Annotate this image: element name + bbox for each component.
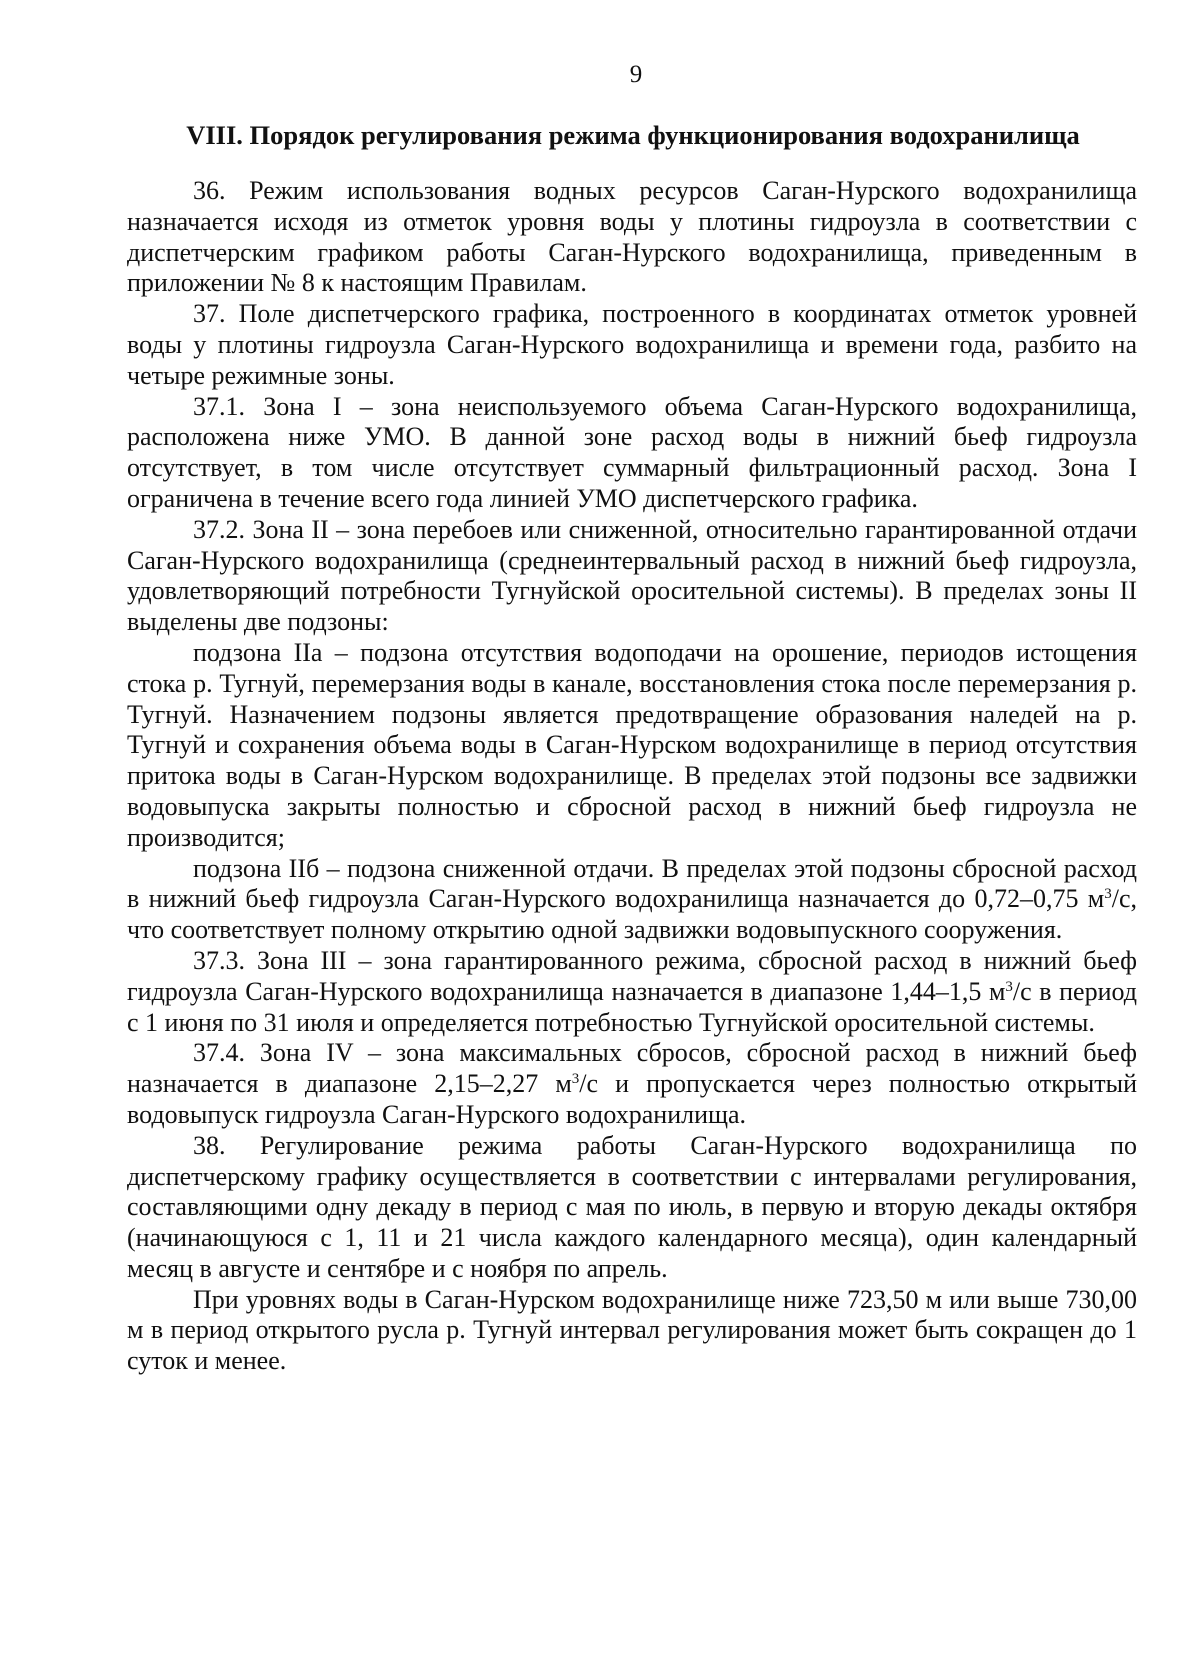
paragraph-subzone-iia: подзона IIа – подзона отсутствия водоподачи на орошение, периодов истощения стока р. Тугнуй, перемерзания воды в канале, восстановления стока после перемерзания р. Тугнуй. Назначением подзоны является предотвращение образования наледей на р. Тугнуй и сохранения объема воды в Саган-Нурском водохранилище в период отсутствия притока воды в Саган-Нурском водохранилище. В пределах этой подзоны все задвижки водовыпуска закрыты полностью и сбросной расход в нижний бьеф гидроузла не производится; — [127, 637, 1137, 852]
paragraph-37-3-text: 37.3. Зона III – зона гарантированного режима, сбросной расход в нижний бьеф гидроузла Саган-Нурского водохранилища назначается в диапазоне 1,44–1,5 м — [127, 945, 1137, 1006]
paragraph-37-4-text: 37.4. Зона IV – зона максимальных сбросов, сбросной расход в нижний бьеф назначается в диапазоне 2,15–2,27 м — [127, 1038, 1137, 1099]
section-title: VIII. Порядок регулирования режима функционирования водохранилища — [186, 120, 1080, 150]
paragraph-37-4 — [127, 1038, 1137, 1130]
paragraph-37-3 — [127, 946, 1137, 1038]
paragraph-36: 36. Режим использования водных ресурсов Саган-Нурского водохранилища назначается исходя из отметок уровня воды у плотины гидроузла в соответствии с диспетчерским графиком работы Саган-Нурского водохранилища, приведенным в приложении № 8 к настоящим Правилам. — [127, 176, 1137, 298]
paragraph-37-4-text-end: /с и пропускается через полностью открытый водовыпуск гидроузла Саган-Нурского водохранилища. — [127, 1069, 1137, 1129]
paragraph-37-1: 37.1. Зона I – зона неиспользуемого объема Саган-Нурского водохранилища, расположена ниже УМО. В данной зоне расход воды в нижний бьеф гидроузла отсутствует, в том числе отсутствует суммарный фильтрационный расход. Зона I ограничена в течение всего года линией УМО диспетчерского графика. — [127, 391, 1137, 513]
paragraph-37: 37. Поле диспетчерского графика, построенного в координатах отметок уровней воды у плотины гидроузла Саган-Нурского водохранилища и времени года, разбито на четыре режимные зоны. — [127, 299, 1137, 390]
cubic-superscript: 3 — [1005, 978, 1013, 995]
cubic-superscript: 3 — [571, 1071, 580, 1088]
paragraph-subzone-iib — [127, 854, 1137, 946]
paragraph-37-2: 37.2. Зона II – зона перебоев или сниженной, относительно гарантированной отдачи Саган-Нурского водохранилища (среднеинтервальный расход в нижний бьеф гидроузла, удовлетворяющий потребности Тугнуйской оросительной системы). В пределах зоны II выделены две подзоны: — [127, 514, 1137, 637]
paragraph-37-3-text-end: /с в период с 1 июня по 31 июля и определяется потребностью Тугнуйской оросительной системы. — [127, 976, 1137, 1037]
cubic-superscript: 3 — [1104, 886, 1112, 903]
paragraph-38: 38. Регулирование режима работы Саган-Нурского водохранилища по диспетчерскому графику осуществляется в соответствии с интервалами регулирования, составляющими одну декаду в период с мая по июль, в первую и вторую декады октября (начинающуюся с 1, 11 и 21 числа каждого календарного месяца), один календарный месяц в августе и сентябре и с ноября по апрель. — [127, 1130, 1137, 1283]
document-body — [127, 176, 1137, 1377]
paragraph-subzone-iib-text: подзона IIб – подзона сниженной отдачи. В пределах этой подзоны сбросной расход в нижний бьеф гидроузла Саган-Нурского водохранилища назначается до 0,72–0,75 м — [127, 853, 1137, 914]
paragraph-subzone-iib-text-end: /с, что соответствует полному открытию одной задвижки водовыпускного сооружения. — [127, 884, 1137, 945]
paragraph-interval-note: При уровнях воды в Саган-Нурском водохранилище ниже 723,50 м или выше 730,00 м в период открытого русла р. Тугнуй интервал регулирования может быть сокращен до 1 суток и менее. — [127, 1284, 1137, 1376]
page-number: 9 — [629, 61, 643, 88]
